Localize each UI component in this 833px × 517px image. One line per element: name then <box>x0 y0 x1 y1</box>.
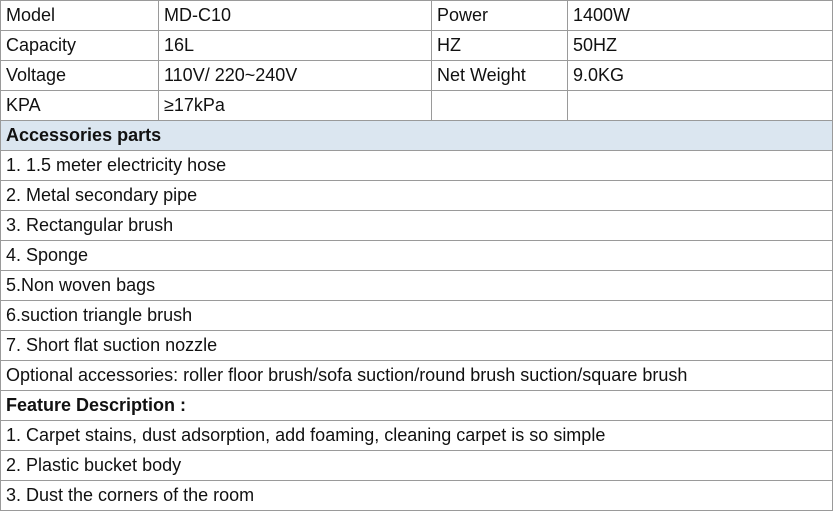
accessory-item: 5.Non woven bags <box>1 271 833 301</box>
spec-label-model: Model <box>1 1 159 31</box>
spec-label-voltage: Voltage <box>1 61 159 91</box>
feature-item: 3. Dust the corners of the room <box>1 481 833 511</box>
features-heading: Feature Description : <box>1 391 833 421</box>
accessory-item: 4. Sponge <box>1 241 833 271</box>
spec-empty-cell <box>568 91 833 121</box>
feature-item: 2. Plastic bucket body <box>1 451 833 481</box>
spec-row-model <box>1 1 833 31</box>
optional-accessories: Optional accessories: roller floor brush/sofa suction/round brush suction/square brush <box>1 361 833 391</box>
spec-label-net-weight: Net Weight <box>432 61 568 91</box>
features-heading-row <box>1 391 833 421</box>
accessories-heading: Accessories parts <box>1 121 833 151</box>
feature-row <box>1 481 833 511</box>
accessory-row <box>1 241 833 271</box>
accessory-row <box>1 301 833 331</box>
spec-value-voltage: 110V/ 220~240V <box>159 61 432 91</box>
spec-value-net-weight: 9.0KG <box>568 61 833 91</box>
spec-label-power: Power <box>432 1 568 31</box>
accessory-row <box>1 151 833 181</box>
accessory-row <box>1 181 833 211</box>
feature-item: 1. Carpet stains, dust adsorption, add foaming, cleaning carpet is so simple <box>1 421 833 451</box>
spec-row-kpa <box>1 91 833 121</box>
spec-value-model: MD-C10 <box>159 1 432 31</box>
feature-row <box>1 421 833 451</box>
accessory-item: 3. Rectangular brush <box>1 211 833 241</box>
accessories-heading-row <box>1 121 833 151</box>
spec-label-kpa: KPA <box>1 91 159 121</box>
spec-label-hz: HZ <box>432 31 568 61</box>
spec-value-hz: 50HZ <box>568 31 833 61</box>
accessory-item: 1. 1.5 meter electricity hose <box>1 151 833 181</box>
spec-label-capacity: Capacity <box>1 31 159 61</box>
spec-empty-cell <box>432 91 568 121</box>
optional-accessories-row <box>1 361 833 391</box>
accessory-row <box>1 211 833 241</box>
accessory-item: 7. Short flat suction nozzle <box>1 331 833 361</box>
feature-row <box>1 451 833 481</box>
spec-value-kpa: ≥17kPa <box>159 91 432 121</box>
spec-value-capacity: 16L <box>159 31 432 61</box>
spec-value-power: 1400W <box>568 1 833 31</box>
accessory-item: 2. Metal secondary pipe <box>1 181 833 211</box>
spec-row-capacity <box>1 31 833 61</box>
spec-row-voltage <box>1 61 833 91</box>
accessory-item: 6.suction triangle brush <box>1 301 833 331</box>
accessory-row <box>1 271 833 301</box>
accessory-row <box>1 331 833 361</box>
